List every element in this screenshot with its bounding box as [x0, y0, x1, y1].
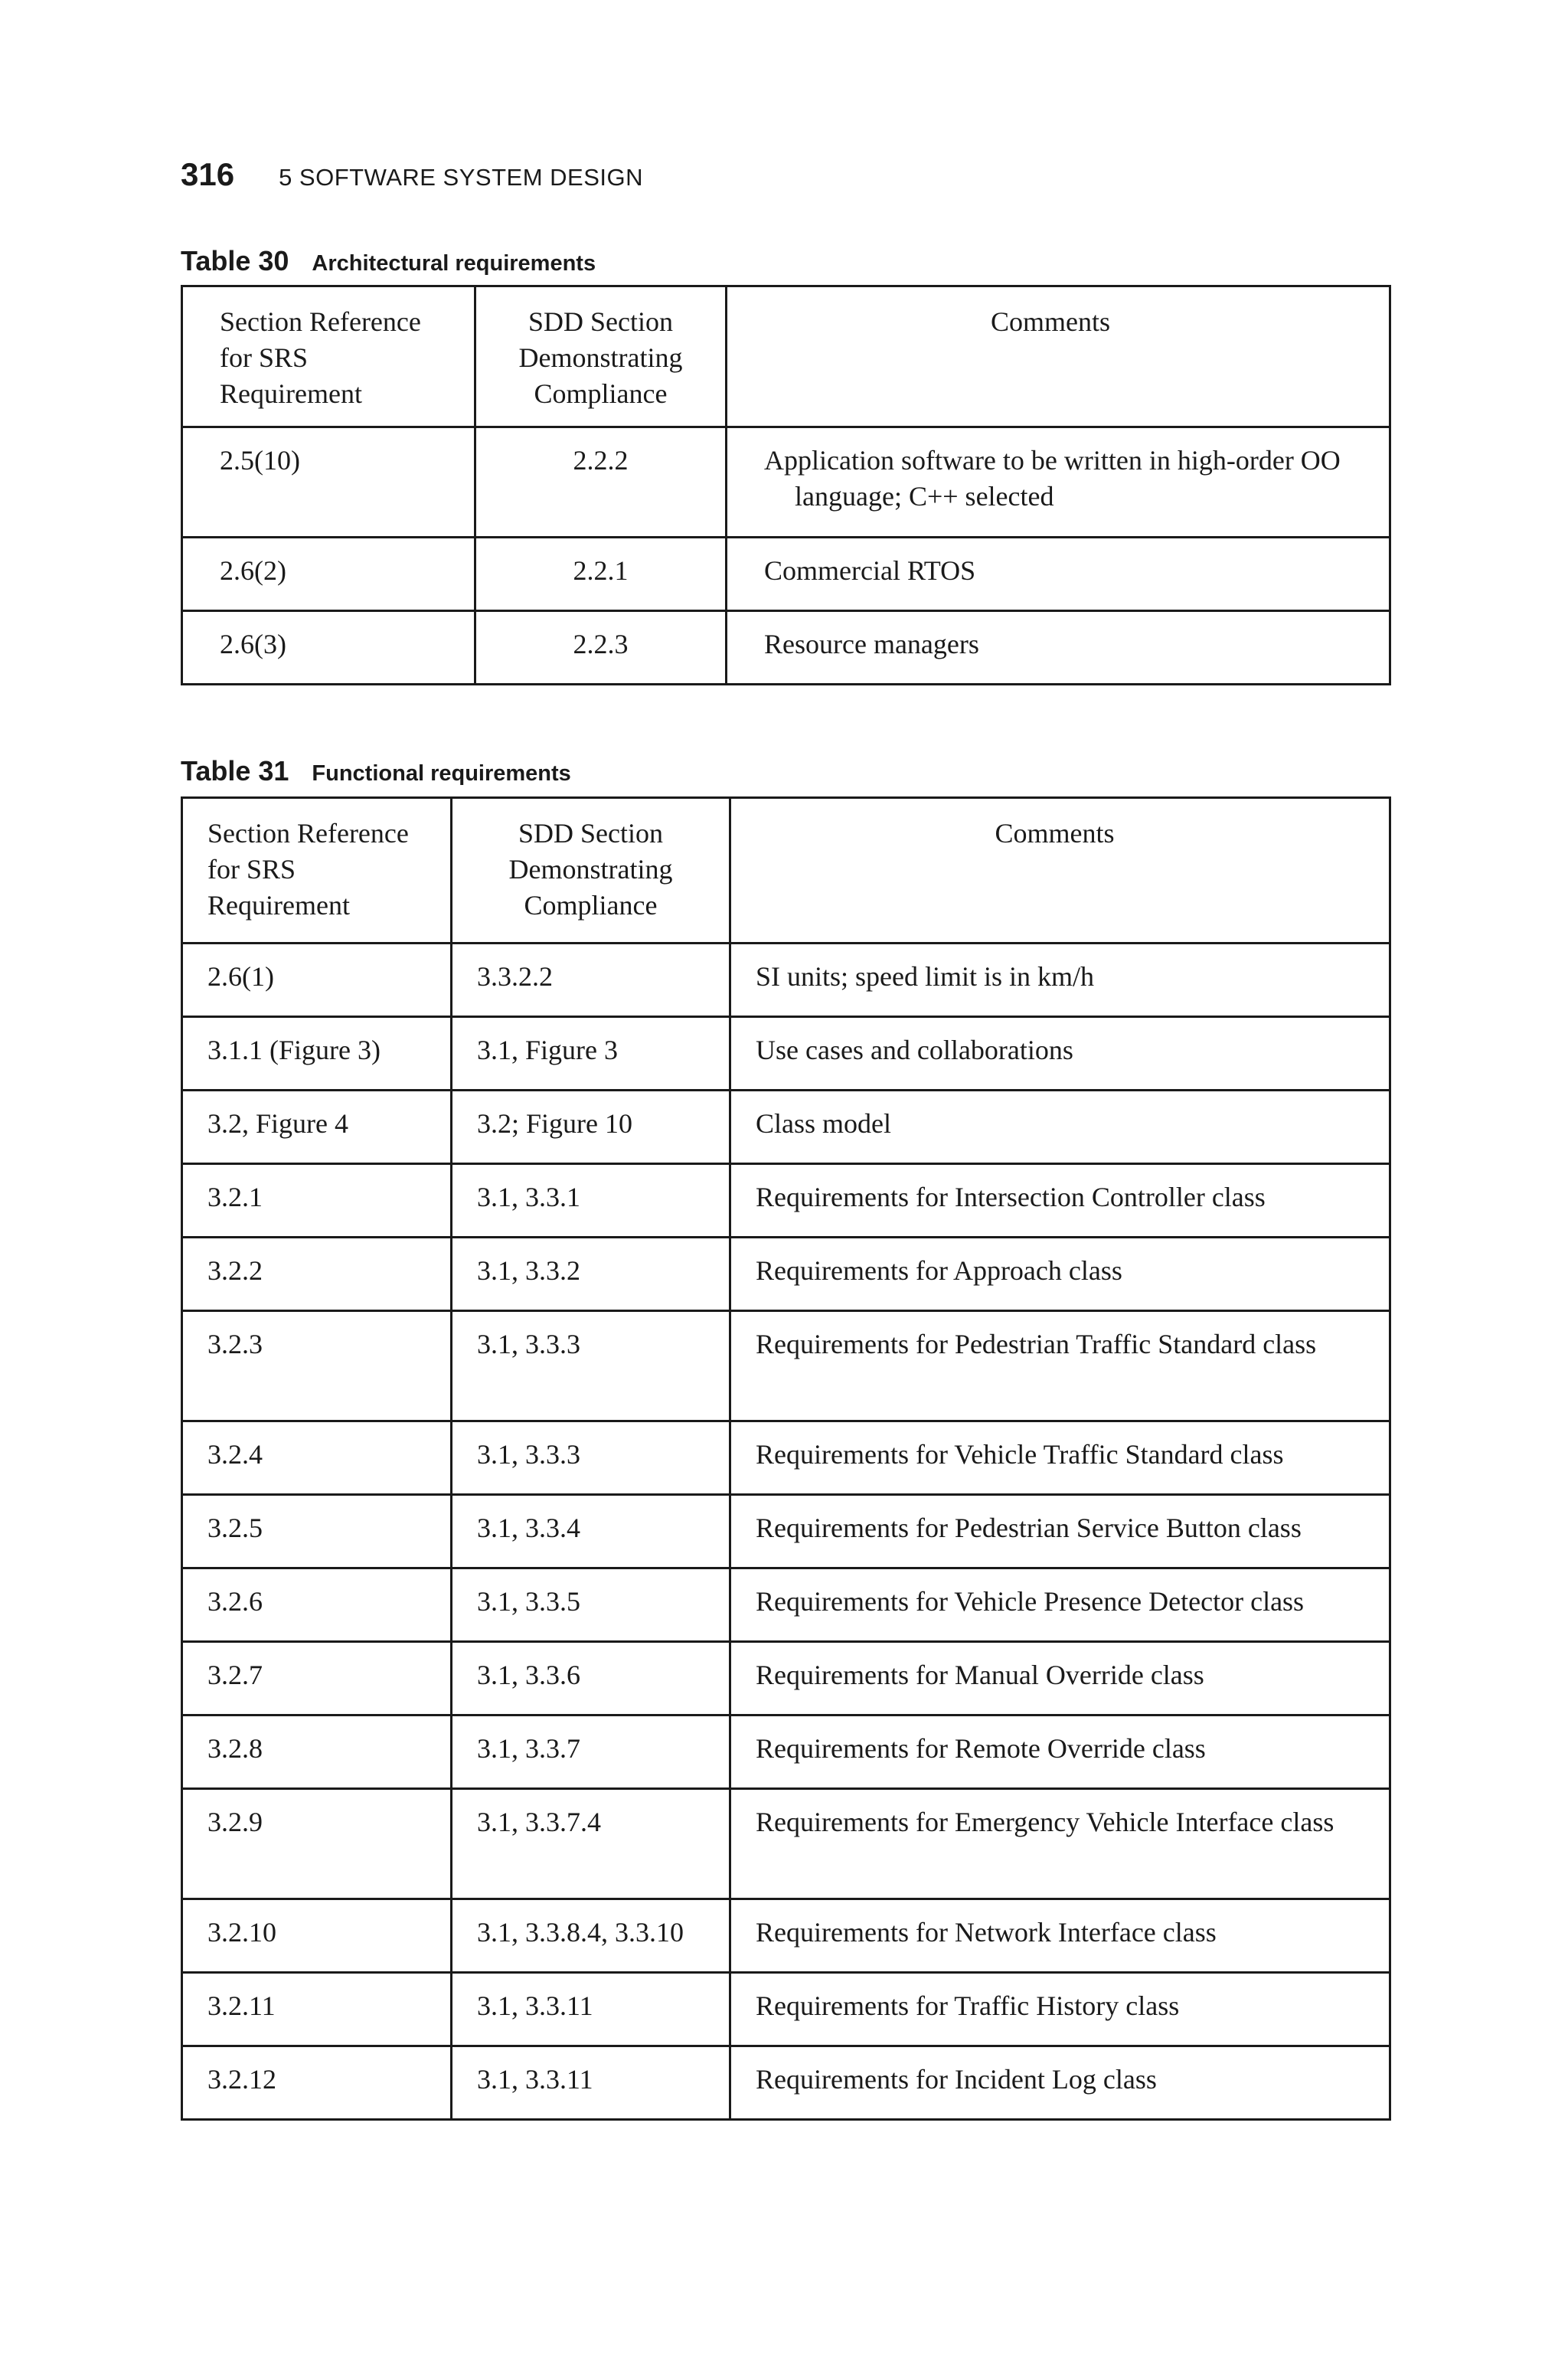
sdd-section-cell: 3.1, Figure 3 — [452, 1017, 730, 1091]
comments-cell: Application software to be written in high-order OO language; C++ selected — [727, 427, 1390, 538]
srs-reference-cell: 3.1.1 (Figure 3) — [182, 1017, 452, 1091]
table-30-caption — [181, 245, 596, 277]
table-31-caption — [181, 755, 571, 787]
table-row — [182, 944, 1390, 1017]
table-31 — [181, 796, 1391, 2121]
table-row — [182, 1421, 1390, 1495]
table-row — [182, 427, 1390, 538]
sdd-section-cell: 3.1, 3.3.7.4 — [452, 1789, 730, 1899]
table-row — [182, 538, 1390, 611]
comments-cell: Requirements for Network Interface class — [730, 1899, 1390, 1973]
srs-reference-cell: 3.2.4 — [182, 1421, 452, 1495]
table-row — [182, 1899, 1390, 1973]
table-row — [182, 1715, 1390, 1789]
srs-reference-cell: 3.2.6 — [182, 1568, 452, 1642]
srs-reference-cell: 3.2.7 — [182, 1642, 452, 1715]
header-comments: Comments — [727, 286, 1390, 427]
sdd-section-cell: 3.1, 3.3.1 — [452, 1164, 730, 1238]
running-head: 5 SOFTWARE SYSTEM DESIGN — [279, 164, 643, 191]
header-comments: Comments — [730, 798, 1390, 944]
comments-cell: Requirements for Vehicle Traffic Standard class — [730, 1421, 1390, 1495]
table-31-label: Table 31 — [181, 755, 289, 787]
comments-cell: Requirements for Manual Override class — [730, 1642, 1390, 1715]
table-row — [182, 1568, 1390, 1642]
srs-reference-cell: 3.2.12 — [182, 2046, 452, 2120]
table-row — [182, 1973, 1390, 2046]
table-30-title: Architectural requirements — [312, 251, 596, 276]
comments-cell: Requirements for Incident Log class — [730, 2046, 1390, 2120]
sdd-section-cell: 3.1, 3.3.8.4, 3.3.10 — [452, 1899, 730, 1973]
table-30 — [181, 285, 1391, 685]
sdd-section-cell: 3.1, 3.3.11 — [452, 2046, 730, 2120]
srs-reference-cell: 3.2.11 — [182, 1973, 452, 2046]
table-row — [182, 1642, 1390, 1715]
table-row — [182, 1495, 1390, 1568]
header-sdd-section: SDD Section Demonstrating Compliance — [475, 286, 727, 427]
sdd-section-cell: 3.1, 3.3.2 — [452, 1238, 730, 1311]
sdd-section-cell: 2.2.3 — [475, 611, 727, 685]
comments-cell: Requirements for Approach class — [730, 1238, 1390, 1311]
comments-cell: Commercial RTOS — [727, 538, 1390, 611]
srs-reference-cell: 2.6(3) — [182, 611, 475, 685]
header-section-reference: Section Reference for SRS Requirement — [182, 286, 475, 427]
sdd-section-cell: 3.3.2.2 — [452, 944, 730, 1017]
table-row — [182, 2046, 1390, 2120]
comments-cell: SI units; speed limit is in km/h — [730, 944, 1390, 1017]
srs-reference-cell: 3.2.1 — [182, 1164, 452, 1238]
sdd-section-cell: 3.1, 3.3.5 — [452, 1568, 730, 1642]
sdd-section-cell: 3.1, 3.3.4 — [452, 1495, 730, 1568]
srs-reference-cell: 3.2.3 — [182, 1311, 452, 1421]
srs-reference-cell: 3.2.9 — [182, 1789, 452, 1899]
srs-reference-cell: 2.6(1) — [182, 944, 452, 1017]
comments-cell: Resource managers — [727, 611, 1390, 685]
comments-cell: Requirements for Traffic History class — [730, 1973, 1390, 2046]
comments-cell: Requirements for Vehicle Presence Detector class — [730, 1568, 1390, 1642]
header-section-reference: Section Reference for SRS Requirement — [182, 798, 452, 944]
table-row — [182, 1091, 1390, 1164]
comments-cell: Requirements for Pedestrian Traffic Standard class — [730, 1311, 1390, 1421]
srs-reference-cell: 3.2.5 — [182, 1495, 452, 1568]
table-header-row — [182, 798, 1390, 944]
header-sdd-section: SDD Section Demonstrating Compliance — [452, 798, 730, 944]
sdd-section-cell: 3.1, 3.3.3 — [452, 1421, 730, 1495]
srs-reference-cell: 3.2, Figure 4 — [182, 1091, 452, 1164]
table-row — [182, 1789, 1390, 1899]
page-number: 316 — [181, 156, 235, 192]
srs-reference-cell: 3.2.2 — [182, 1238, 452, 1311]
comments-cell: Class model — [730, 1091, 1390, 1164]
srs-reference-cell: 2.5(10) — [182, 427, 475, 538]
sdd-section-cell: 3.2; Figure 10 — [452, 1091, 730, 1164]
comments-cell: Use cases and collaborations — [730, 1017, 1390, 1091]
sdd-section-cell: 3.1, 3.3.6 — [452, 1642, 730, 1715]
table-header-row — [182, 286, 1390, 427]
table-31-title: Functional requirements — [312, 761, 571, 786]
comments-cell: Requirements for Emergency Vehicle Interface class — [730, 1789, 1390, 1899]
comments-cell: Requirements for Intersection Controller class — [730, 1164, 1390, 1238]
sdd-section-cell: 2.2.1 — [475, 538, 727, 611]
sdd-section-cell: 3.1, 3.3.7 — [452, 1715, 730, 1789]
table-row — [182, 1238, 1390, 1311]
sdd-section-cell: 3.1, 3.3.11 — [452, 1973, 730, 2046]
table-row — [182, 1311, 1390, 1421]
srs-reference-cell: 3.2.8 — [182, 1715, 452, 1789]
sdd-section-cell: 3.1, 3.3.3 — [452, 1311, 730, 1421]
table-row — [182, 1017, 1390, 1091]
table-row — [182, 611, 1390, 685]
page-header — [181, 156, 643, 202]
srs-reference-cell: 2.6(2) — [182, 538, 475, 611]
srs-reference-cell: 3.2.10 — [182, 1899, 452, 1973]
comments-cell: Requirements for Pedestrian Service Button class — [730, 1495, 1390, 1568]
table-row — [182, 1164, 1390, 1238]
sdd-section-cell: 2.2.2 — [475, 427, 727, 538]
comments-cell: Requirements for Remote Override class — [730, 1715, 1390, 1789]
table-30-label: Table 30 — [181, 245, 289, 276]
